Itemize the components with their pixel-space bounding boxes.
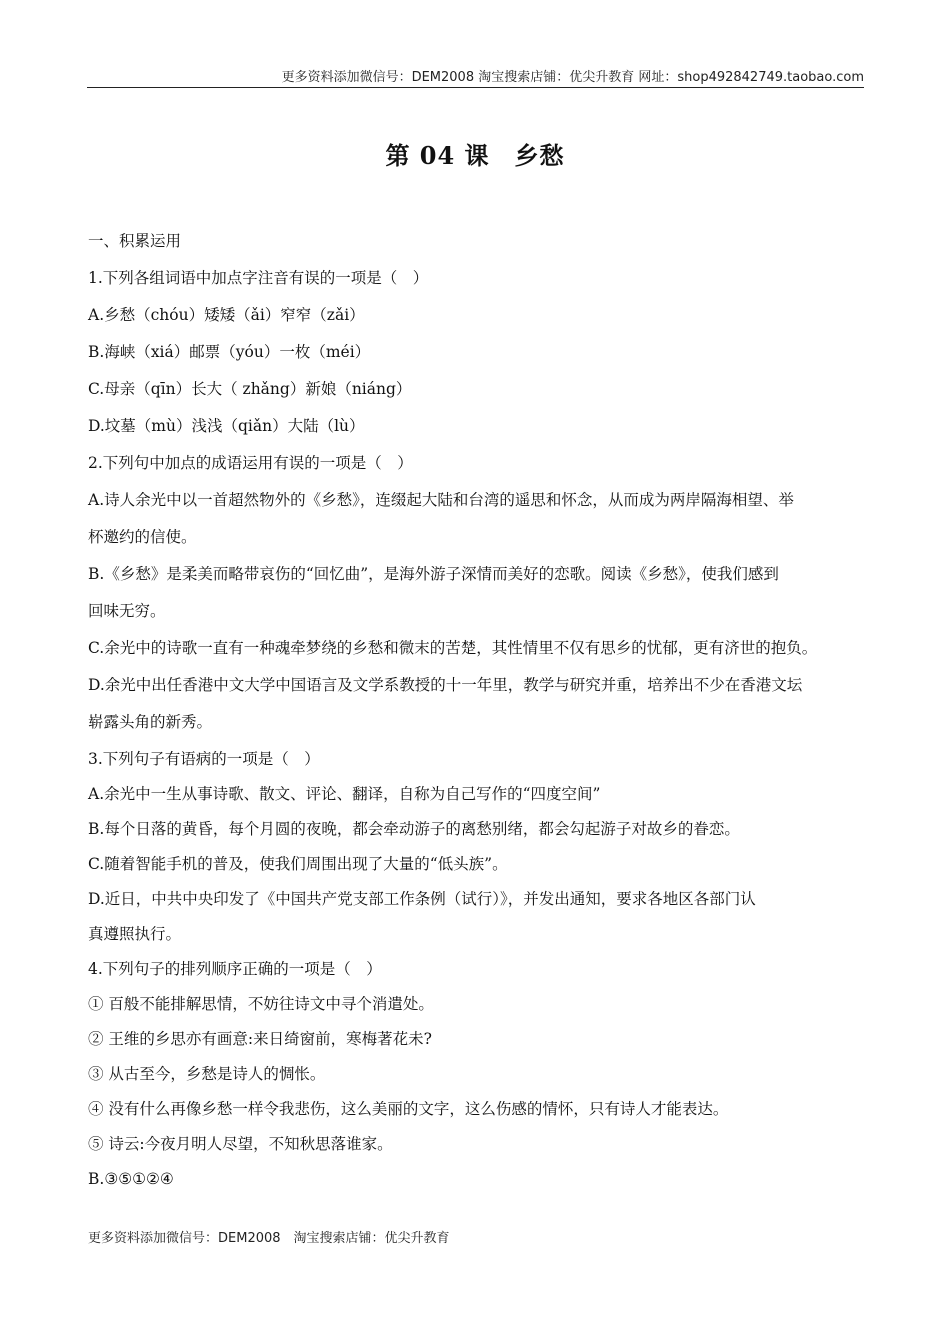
page-header: 更多资料添加微信号：DEM2008 淘宝搜索店铺：优尖升教育 网址：shop492842749.taobao.com: [281, 70, 864, 85]
question-3-stem: 3.下列句子有语病的一项是（ ）: [88, 750, 320, 768]
document-body: [88, 226, 868, 1199]
question-2-option-b-cont: 回味无穷。: [88, 602, 166, 620]
question-4-stem: 4.下列句子的排列顺序正确的一项是（ ）: [88, 960, 382, 978]
question-4-sentence-3: ③ 从古至今，乡愁是诗人的惆怅。: [88, 1065, 326, 1083]
question-1-option-b: B.海峡（xiá）邮票（yóu）一枚（méi）: [88, 343, 371, 361]
page-footer: 更多资料添加微信号：DEM2008 淘宝搜索店铺：优尖升教育: [88, 1231, 450, 1246]
question-3-option-b: B.每个日落的黄昏，每个月圆的夜晚，都会牵动游子的离愁别绪，都会勾起游子对故乡的眷恋。: [88, 820, 740, 838]
question-4-sentence-2: ② 王维的乡思亦有画意:来日绮窗前，寒梅著花未?: [88, 1030, 432, 1048]
question-4-sentence-1: ① 百般不能排解思情，不妨往诗文中寻个消遣处。: [88, 995, 434, 1013]
question-2-option-d: D.余光中出任香港中文大学中国语言及文学系教授的十一年里，教学与研究并重，培养出不少在香港文坛: [88, 676, 803, 694]
question-3-option-a: A.余光中一生从事诗歌、散文、评论、翻译，自称为自己写作的“四度空间”: [88, 785, 601, 803]
question-4-option-b: B.③⑤①②④: [88, 1170, 174, 1188]
page-title: 第 04 课 乡愁: [385, 141, 565, 170]
section-heading: 一、积累运用: [88, 232, 182, 250]
header-divider: [87, 87, 864, 88]
question-2-option-d-cont: 崭露头角的新秀。: [88, 713, 213, 731]
question-3-option-c: C.随着智能手机的普及，使我们周围出现了大量的“低头族”。: [88, 855, 508, 873]
question-1-stem: 1.下列各组词语中加点字注音有误的一项是（ ）: [88, 269, 429, 287]
question-2-stem: 2.下列句中加点的成语运用有误的一项是（ ）: [88, 454, 413, 472]
question-4-sentence-4: ④ 没有什么再像乡愁一样令我悲伤，这么美丽的文字，这么伤感的情怀，只有诗人才能表达。: [88, 1100, 729, 1118]
question-4-sentence-5: ⑤ 诗云:今夜月明人尽望，不知秋思落谁家。: [88, 1135, 393, 1153]
question-2-option-b: B.《乡愁》是柔美而略带哀伤的“回忆曲”，是海外游子深情而美好的恋歌。阅读《乡愁》，使我们感到: [88, 565, 779, 583]
question-2-option-a: A.诗人余光中以一首超然物外的《乡愁》，连缀起大陆和台湾的遥思和怀念，从而成为两岸隔海相望、举: [88, 491, 794, 509]
question-2-option-c: C.余光中的诗歌一直有一种魂牵梦绕的乡愁和微末的苦楚，其性情里不仅有思乡的忧郁，更有济世的抱负。: [88, 639, 818, 657]
question-1-option-c: C.母亲（qīn）长大（ zhǎng）新娘（niáng）: [88, 380, 412, 398]
question-1-option-d: D.坟墓（mù）浅浅（qiǎn）大陆（lù）: [88, 417, 365, 435]
question-3-option-d: D.近日，中共中央印发了《中国共产党支部工作条例（试行）》，并发出通知，要求各地区各部门认: [88, 890, 756, 908]
question-3-option-d-cont: 真遵照执行。: [88, 925, 182, 943]
question-2-option-a-cont: 杯邀约的信使。: [88, 528, 197, 546]
question-1-option-a: A.乡愁（chóu）矮矮（ǎi）窄窄（zǎi）: [88, 306, 365, 324]
